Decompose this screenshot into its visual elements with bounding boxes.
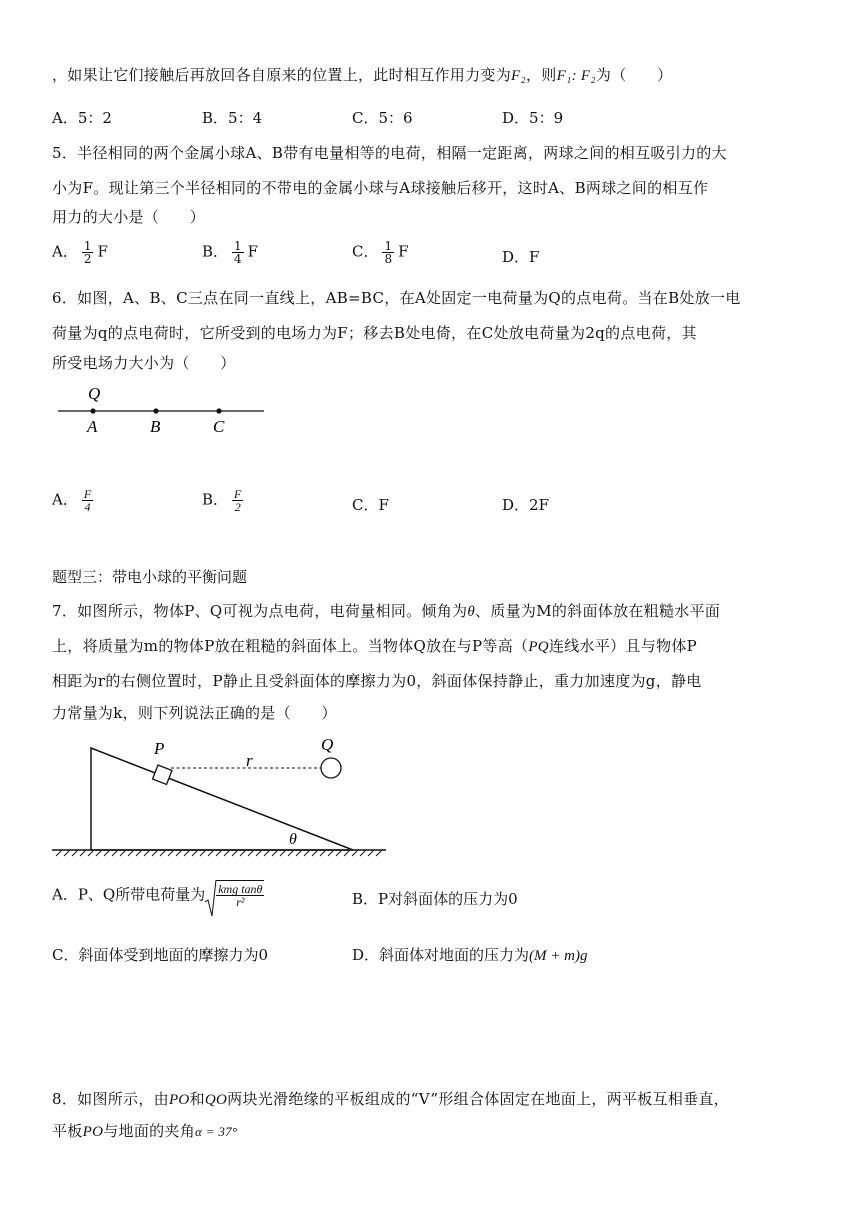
q6-line3: 所受电场力大小为（ ） bbox=[52, 354, 236, 372]
q7-option-a-den: r² bbox=[236, 895, 245, 909]
q8-line2b: 与地面的夹角 bbox=[103, 1122, 196, 1140]
q5-option-a-num: 1 bbox=[83, 239, 92, 253]
q6-point-a bbox=[90, 408, 95, 413]
q7-incline bbox=[91, 748, 353, 850]
q4-stem-text: ，如果让它们接触后再放回各自原来的位置上，此时相互作用力变为 bbox=[52, 66, 512, 84]
q5-option-b-fraction bbox=[232, 240, 244, 265]
q6-option-c[interactable] bbox=[352, 494, 389, 515]
q4-option-c[interactable]: C．5：6 bbox=[352, 109, 413, 127]
q4-f2: F₂ bbox=[511, 68, 526, 84]
q8-line2a: 平板 bbox=[52, 1122, 83, 1140]
q6-option-b-den: 2 bbox=[234, 500, 241, 514]
q7-line2a: 上，将质量为m的物体P放在粗糙的斜面体上。当物体Q放在与P等高（ bbox=[52, 637, 529, 655]
q6-label-q: Q bbox=[88, 384, 101, 403]
q7-option-a-text: A．P、Q所带电荷量为 bbox=[52, 885, 206, 904]
q7-option-a-fraction bbox=[216, 880, 264, 908]
q7-option-d-text: D．斜面体对地面的压力为 bbox=[352, 946, 530, 964]
q6-option-d-prefix: D． bbox=[502, 496, 530, 514]
q7-option-b[interactable]: B．P对斜面体的压力为0 bbox=[352, 890, 518, 908]
q6-option-a-num: F bbox=[83, 487, 92, 501]
q7-ball-q bbox=[321, 758, 341, 778]
q6-point-b bbox=[153, 408, 158, 413]
q7-option-d[interactable] bbox=[352, 944, 587, 965]
q7-theta: θ bbox=[467, 604, 476, 620]
q5-option-a-fraction bbox=[82, 240, 94, 265]
q7-label-p: P bbox=[154, 739, 165, 758]
q4-ratio: F₁: F₂ bbox=[556, 68, 596, 84]
q6-option-c-text: F bbox=[378, 496, 389, 514]
q6-option-a-den: 4 bbox=[84, 500, 91, 514]
q5-option-c-den: 8 bbox=[384, 252, 393, 266]
q7-line3: 相距为r的右侧位置时，P静止且受斜面体的摩擦力为0，斜面体保持静止，重力加速度为g，静电 bbox=[52, 672, 702, 690]
q5-option-b-den: 4 bbox=[234, 252, 242, 266]
q5-option-a-den: 2 bbox=[83, 252, 92, 266]
q5-line1: 5．半径相同的两个金属小球A、B带有电量相等的电荷，相隔一定距离，两球之间的相互吸引力的大 bbox=[52, 144, 727, 162]
q6-label-b: B bbox=[150, 417, 161, 436]
q6-option-b-prefix: B． bbox=[202, 490, 229, 509]
q7-label-r: r bbox=[246, 751, 253, 770]
q6-figure bbox=[52, 380, 272, 440]
q6-option-a[interactable] bbox=[52, 488, 97, 513]
q5-option-a-suffix: F bbox=[97, 242, 108, 261]
q7-option-c[interactable]: C．斜面体受到地面的摩擦力为0 bbox=[52, 946, 269, 964]
q8-qo: QO bbox=[204, 1092, 228, 1108]
q4-tail: 为（ ） bbox=[595, 66, 673, 84]
q8-and: 和 bbox=[189, 1090, 205, 1108]
q7-line2 bbox=[52, 635, 697, 656]
q4-option-d[interactable]: D．5：9 bbox=[502, 109, 564, 127]
q6-label-c: C bbox=[213, 417, 225, 436]
q6-option-b-fraction bbox=[232, 488, 243, 513]
q7-line4: 力常量为k，则下列说法正确的是（ ） bbox=[52, 704, 337, 722]
q5-option-c-fraction bbox=[382, 240, 394, 265]
q5-option-d-prefix: D． bbox=[502, 248, 530, 266]
q4-stem bbox=[52, 64, 672, 85]
q5-option-c-suffix: F bbox=[398, 242, 409, 261]
q6-option-b-num: F bbox=[234, 487, 242, 501]
q6-line2: 荷量为q的点电荷时，它所受到的电场力为F；移去B处电倚，在C处放电荷量为2q的点电荷，其 bbox=[52, 324, 697, 342]
q7-figure bbox=[50, 728, 390, 858]
q5-option-b-suffix: F bbox=[247, 242, 259, 261]
q7-option-a[interactable] bbox=[52, 880, 264, 908]
q4-option-b[interactable]: B．5：4 bbox=[202, 109, 263, 127]
q5-option-c-num: 1 bbox=[384, 239, 393, 253]
q6-option-c-prefix: C． bbox=[352, 496, 379, 514]
q6-point-c bbox=[216, 408, 221, 413]
q5-option-a[interactable] bbox=[52, 240, 108, 265]
q7-label-q: Q bbox=[321, 735, 334, 754]
q8-line2 bbox=[52, 1120, 237, 1141]
q8-po-2: PO bbox=[82, 1124, 104, 1140]
q6-option-b[interactable] bbox=[202, 488, 247, 513]
q8-po: PO bbox=[168, 1092, 190, 1108]
q4-then: ，则 bbox=[526, 66, 557, 84]
q7-option-a-sqrt bbox=[205, 880, 264, 908]
q7-option-a-num: kmg tanθ bbox=[218, 882, 263, 896]
q7-block-p bbox=[153, 765, 172, 784]
q8-line1 bbox=[52, 1088, 729, 1109]
q8-line1a: 8．如图所示，由 bbox=[52, 1090, 169, 1108]
q5-option-b-num: 1 bbox=[234, 239, 242, 253]
q8-line1b: 两块光滑绝缘的平板组成的“V”形组合体固定在地面上，两平板互相垂直， bbox=[227, 1090, 730, 1108]
q6-option-d-text: 2F bbox=[529, 496, 549, 514]
q5-option-d-suffix: F bbox=[529, 248, 540, 266]
q6-label-a: A bbox=[87, 417, 98, 436]
q7-line2b: 连线水平）且与物体P bbox=[548, 637, 698, 655]
q5-option-b-prefix: B． bbox=[202, 242, 229, 261]
q5-option-c-prefix: C． bbox=[352, 242, 379, 261]
q5-line2: 小为F。现让第三个半径相同的不带电的金属小球与A球接触后移开，这时A、B两球之间的相互作 bbox=[52, 179, 709, 197]
q7-pq: PQ bbox=[528, 639, 549, 655]
sqrt-symbol-icon bbox=[205, 880, 217, 918]
q7-line1b: 、质量为M的斜面体放在粗糙水平面 bbox=[475, 602, 721, 620]
q5-option-c[interactable] bbox=[352, 240, 409, 265]
q6-option-a-fraction bbox=[82, 488, 93, 513]
q4-option-a[interactable]: A．5：2 bbox=[52, 109, 112, 127]
q5-option-b[interactable] bbox=[202, 240, 258, 265]
q5-option-a-prefix: A． bbox=[52, 242, 78, 261]
q7-option-d-math: (M + m)g bbox=[529, 948, 588, 964]
section-title: 题型三：带电小球的平衡问题 bbox=[52, 568, 248, 586]
q7-label-theta: θ bbox=[289, 831, 297, 848]
q6-line1: 6．如图，A、B、C三点在同一直线上，AB=BC，在A处固定一电荷量为Q的点电荷。当在B处放一电 bbox=[52, 289, 741, 307]
q5-line3: 用力的大小是（ ） bbox=[52, 208, 206, 226]
q7-line1 bbox=[52, 600, 720, 621]
q7-line1a: 7．如图所示，物体P、Q可视为点电荷，电荷量相同。倾角为 bbox=[52, 602, 468, 620]
q7-ground-hatch bbox=[56, 850, 382, 856]
q5-option-d[interactable] bbox=[502, 246, 539, 267]
q6-option-a-prefix: A． bbox=[52, 490, 78, 509]
q8-alpha: α = 37° bbox=[195, 1124, 238, 1139]
q6-option-d[interactable] bbox=[502, 494, 549, 515]
